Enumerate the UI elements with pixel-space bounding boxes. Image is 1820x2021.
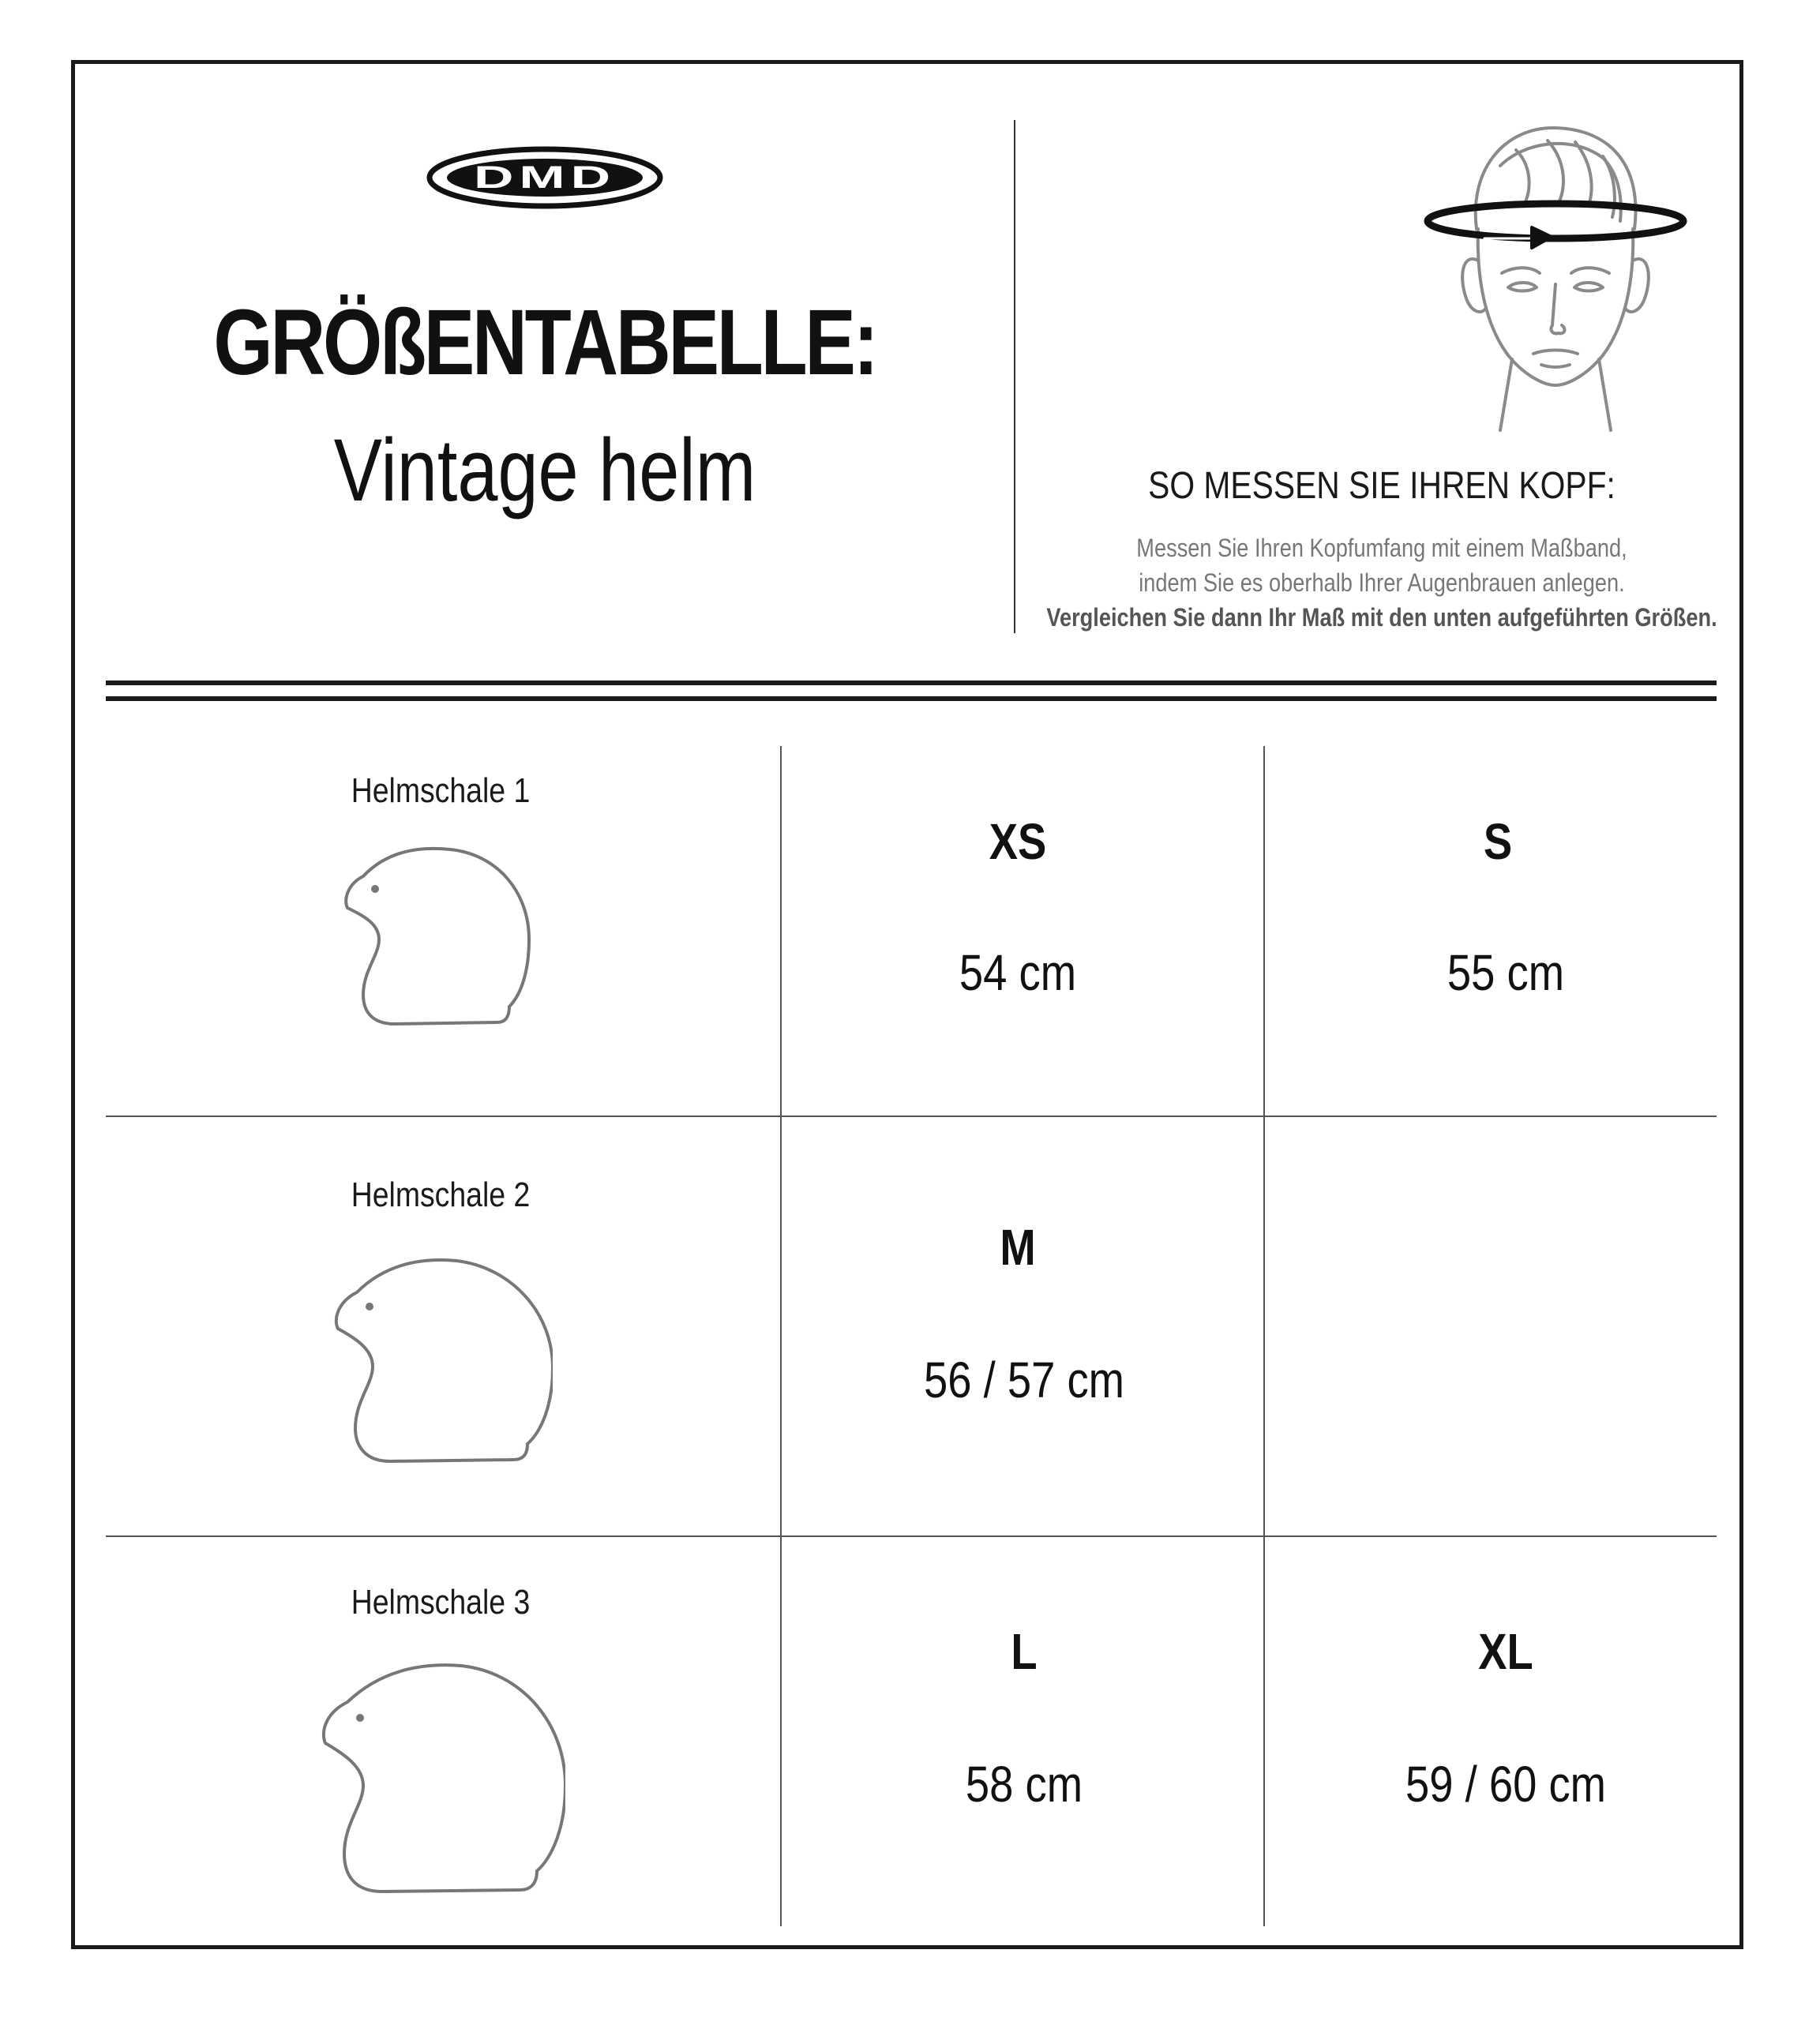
size-value-m: 56 / 57 cm <box>924 1352 1124 1408</box>
header-divider <box>1014 120 1015 633</box>
dmd-logo <box>426 146 663 209</box>
size-label-xl: XL <box>1478 1623 1533 1680</box>
header-rule-top <box>106 681 1717 685</box>
shell-label-2: Helmschale 2 <box>351 1175 531 1214</box>
shell-label-1: Helmschale 1 <box>351 771 531 810</box>
table-vline-1 <box>780 746 782 1926</box>
size-value-s: 55 cm <box>1447 944 1565 1001</box>
table-hline-1 <box>106 1115 1717 1117</box>
measure-line-1: Messen Sie Ihren Kopfumfang mit einem Maßband, <box>1136 534 1627 562</box>
size-label-l: L <box>1011 1623 1038 1680</box>
table-vline-2 <box>1263 746 1265 1926</box>
measure-line-3: Vergleichen Sie dann Ihr Maß mit den unten aufgeführten Größen. <box>1046 603 1717 632</box>
size-value-xs: 54 cm <box>959 944 1077 1001</box>
page-subtitle: Vintage helm <box>333 421 756 519</box>
measure-instructions <box>1046 531 1717 635</box>
logo-text: DMD <box>474 160 616 195</box>
measure-line-2: indem Sie es oberhalb Ihrer Augenbrauen anlegen. <box>1139 568 1625 597</box>
size-value-l: 58 cm <box>965 1756 1083 1813</box>
measure-title: SO MESSEN SIE IHREN KOPF: <box>1148 465 1615 507</box>
head-measure-icon <box>1413 118 1698 434</box>
table-hline-2 <box>106 1535 1717 1537</box>
size-value-xl: 59 / 60 cm <box>1405 1756 1606 1813</box>
size-label-xs: XS <box>989 813 1047 870</box>
header-rule-bottom <box>106 696 1717 701</box>
size-label-s: S <box>1483 813 1513 870</box>
helmet-shell-1-icon <box>332 837 537 1026</box>
shell-label-3: Helmschale 3 <box>351 1583 531 1622</box>
size-label-m: M <box>1000 1219 1036 1276</box>
page-title: GRÖßENTABELLE: <box>213 291 876 395</box>
helmet-shell-2-icon <box>324 1251 553 1464</box>
helmet-shell-3-icon <box>313 1658 565 1895</box>
